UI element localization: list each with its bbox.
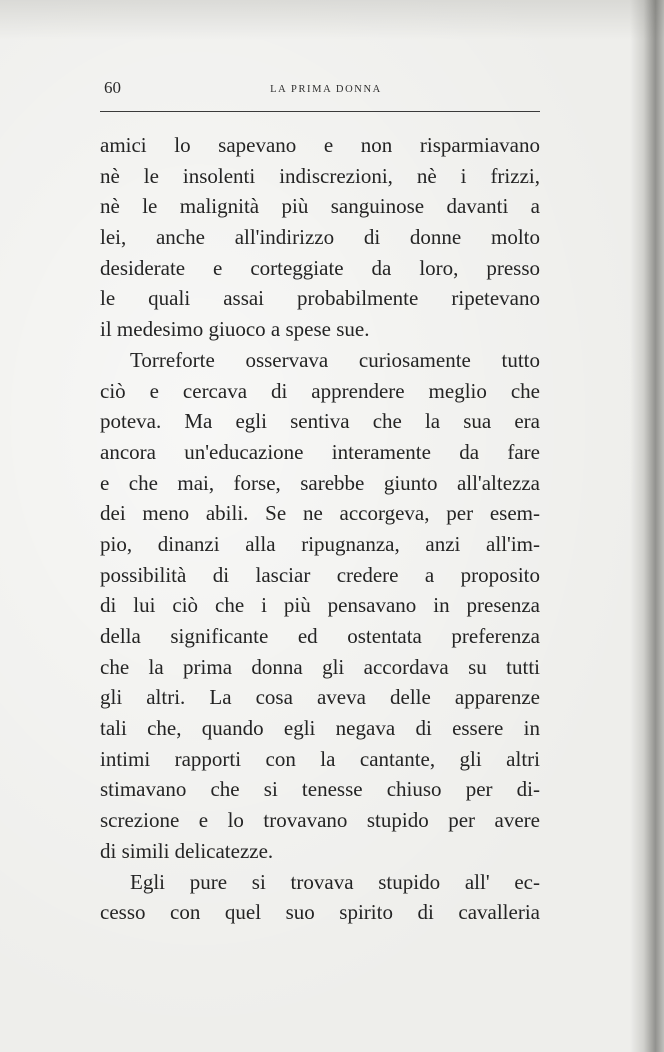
page-edge-shadow [630, 0, 664, 1052]
text-line: che la prima donna gli accordava su tutti [100, 654, 540, 679]
text-line: desiderate e corteggiate da loro, presso [100, 255, 540, 280]
page-header [100, 76, 540, 102]
text-line: lei, anche all'indirizzo di donne molto [100, 225, 540, 250]
text-line: screzione e lo trovavano stupido per avere [100, 808, 540, 833]
paragraph-2 [100, 345, 540, 867]
text-line: ancora un'educazione interamente da fare [100, 439, 540, 464]
paragraph-3 [100, 867, 540, 928]
text-line: pio, dinanzi alla ripugnanza, anzi all'im- [100, 531, 540, 556]
text-line: dei meno abili. Se ne accorgeva, per esem- [100, 501, 540, 526]
text-line: nè le malignità più sanguinose davanti a [100, 194, 540, 219]
page-number: 60 [104, 78, 121, 97]
text-line: nè le insolenti indiscrezioni, nè i frizzi, [100, 163, 540, 188]
body-text [100, 130, 540, 928]
text-line: gli altri. La cosa aveva delle apparenze [100, 685, 540, 710]
text-line: Egli pure si trovava stupido all' ec- [130, 869, 540, 894]
text-line: il medesimo giuoco a spese sue. [100, 317, 370, 342]
paragraph-1 [100, 130, 540, 345]
text-line: cesso con quel suo spirito di cavalleria [100, 900, 540, 925]
text-line: possibilità di lasciar credere a proposito [100, 562, 540, 587]
text-line: intimi rapporti con la cantante, gli altri [100, 746, 540, 771]
text-line: e che mai, forse, sarebbe giunto all'altezza [100, 470, 540, 495]
text-line: amici lo sapevano e non risparmiavano [100, 133, 540, 157]
text-line: poteva. Ma egli sentiva che la sua era [100, 409, 540, 434]
text-line: le quali assai probabilmente ripetevano [100, 286, 540, 311]
text-line: stimavano che si tenesse chiuso per di- [100, 777, 540, 802]
text-line: Torreforte osservava curiosamente tutto [130, 347, 540, 372]
text-line: tali che, quando egli negava di essere in [100, 716, 540, 741]
page-top-shading [0, 0, 664, 40]
text-line: ciò e cercava di apprendere meglio che [100, 378, 540, 403]
running-title: LA PRIMA DONNA [270, 84, 382, 95]
text-line: di lui ciò che i più pensavano in presenza [100, 593, 540, 618]
header-rule [100, 111, 540, 112]
text-line: di simili delicatezze. [100, 838, 274, 863]
text-line: della significante ed ostentata preferenza [100, 624, 540, 648]
